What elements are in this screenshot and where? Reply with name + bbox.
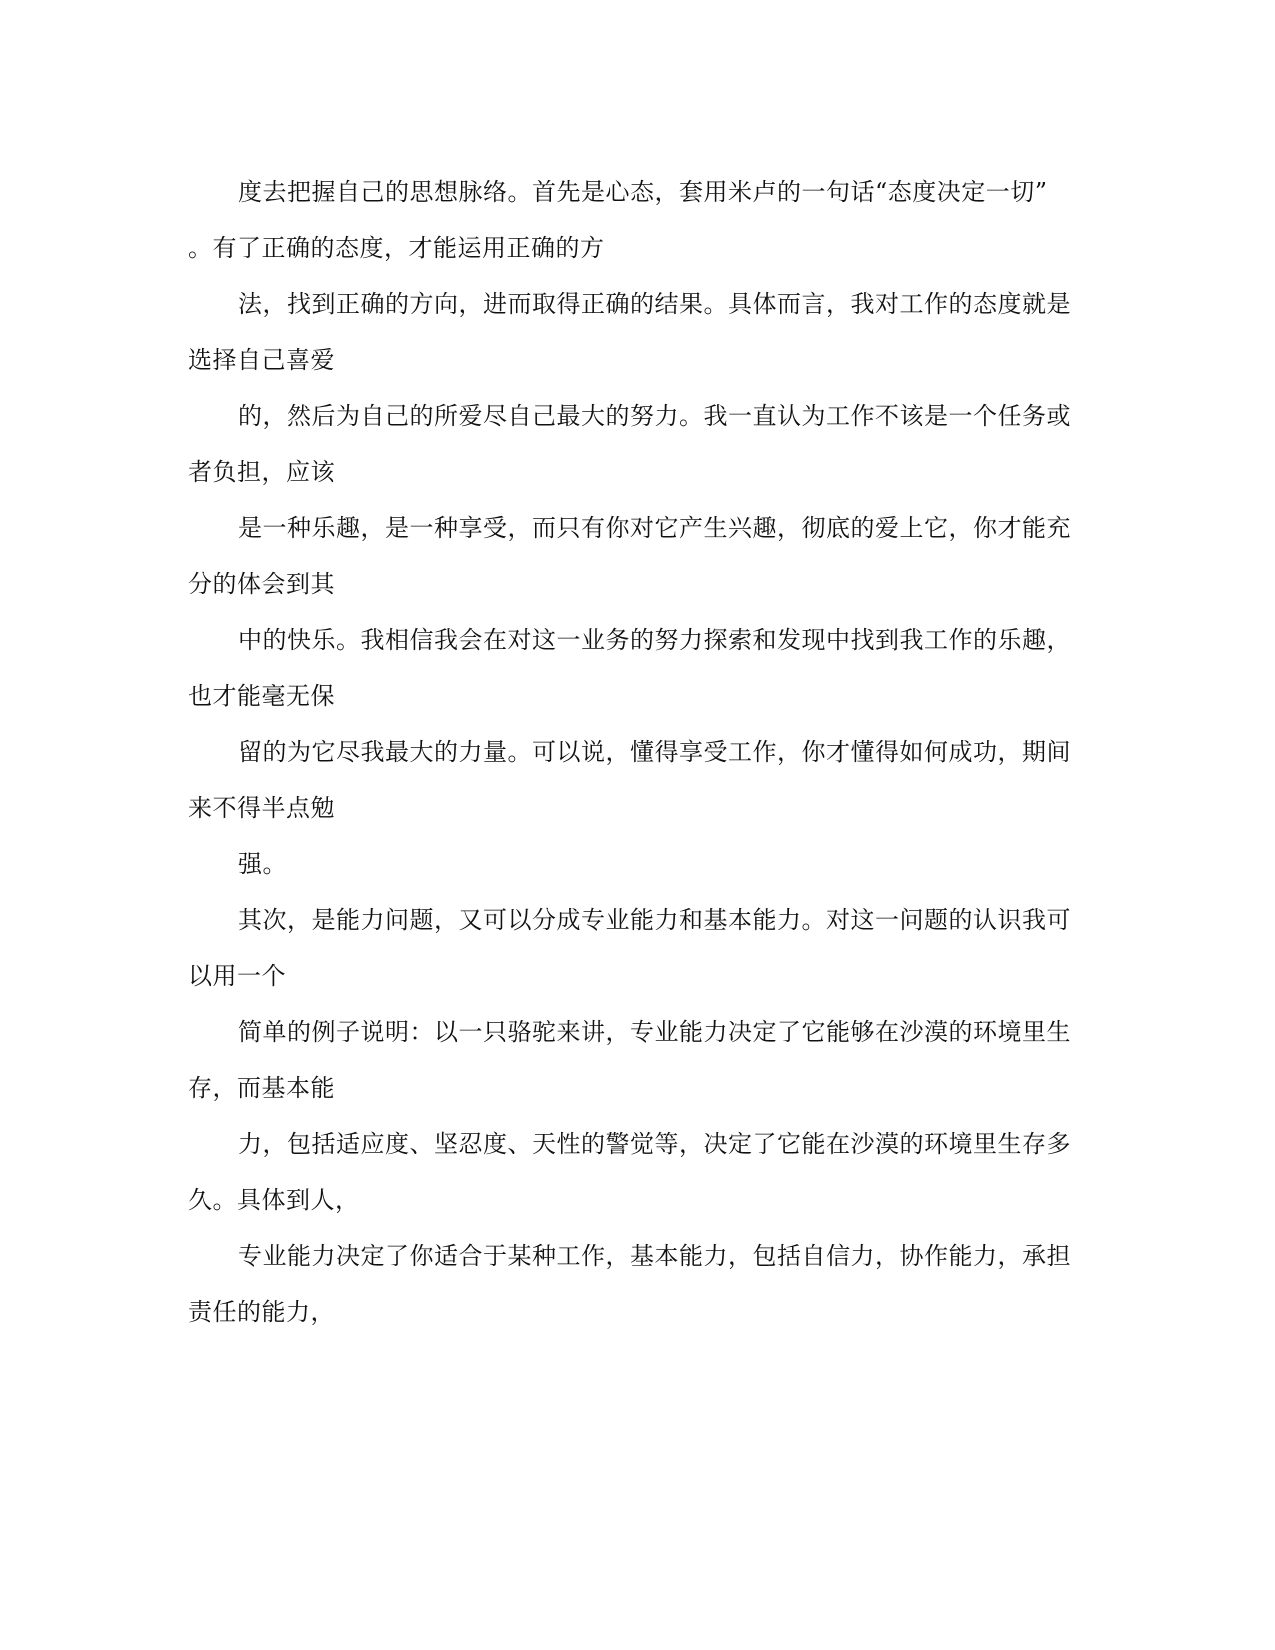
text-line: 来不得半点勉 — [188, 794, 335, 822]
text-line: 久。具体到人， — [188, 1186, 360, 1214]
text-line: 法，找到正确的方向，进而取得正确的结果。具体而言，我对工作的态度就是 — [238, 290, 1071, 318]
text-line: 选择自己喜爱 — [188, 346, 335, 374]
text-line: 力，包括适应度、坚忍度、天性的警觉等，决定了它能在沙漠的环境里生存多 — [238, 1130, 1071, 1158]
text-line: 留的为它尽我最大的力量。可以说，懂得享受工作，你才懂得如何成功，期间 — [238, 738, 1071, 766]
text-line: 强。 — [238, 850, 287, 878]
text-line: 。有了正确的态度，才能运用正确的方 — [188, 234, 605, 262]
text-line: 的，然后为自己的所爱尽自己最大的努力。我一直认为工作不该是一个任务或 — [238, 402, 1071, 430]
text-line: 分的体会到其 — [188, 570, 335, 598]
text-line: 度去把握自己的思想脉络。首先是心态，套用米卢的一句话“态度决定一切” — [238, 178, 1048, 206]
text-line: 其次，是能力问题，又可以分成专业能力和基本能力。对这一问题的认识我可 — [238, 906, 1071, 934]
text-line: 者负担，应该 — [188, 458, 335, 486]
text-line: 简单的例子说明：以一只骆驼来讲，专业能力决定了它能够在沙漠的环境里生 — [238, 1018, 1071, 1046]
text-line: 也才能毫无保 — [188, 682, 335, 710]
text-line: 中的快乐。我相信我会在对这一业务的努力探索和发现中找到我工作的乐趣， — [238, 626, 1071, 654]
text-line: 是一种乐趣，是一种享受，而只有你对它产生兴趣，彻底的爱上它，你才能充 — [238, 514, 1071, 542]
text-line: 专业能力决定了你适合于某种工作，基本能力，包括自信力，协作能力，承担 — [238, 1242, 1071, 1270]
text-line: 责任的能力， — [188, 1298, 335, 1326]
text-line: 以用一个 — [188, 962, 286, 990]
text-line: 存，而基本能 — [188, 1074, 335, 1102]
